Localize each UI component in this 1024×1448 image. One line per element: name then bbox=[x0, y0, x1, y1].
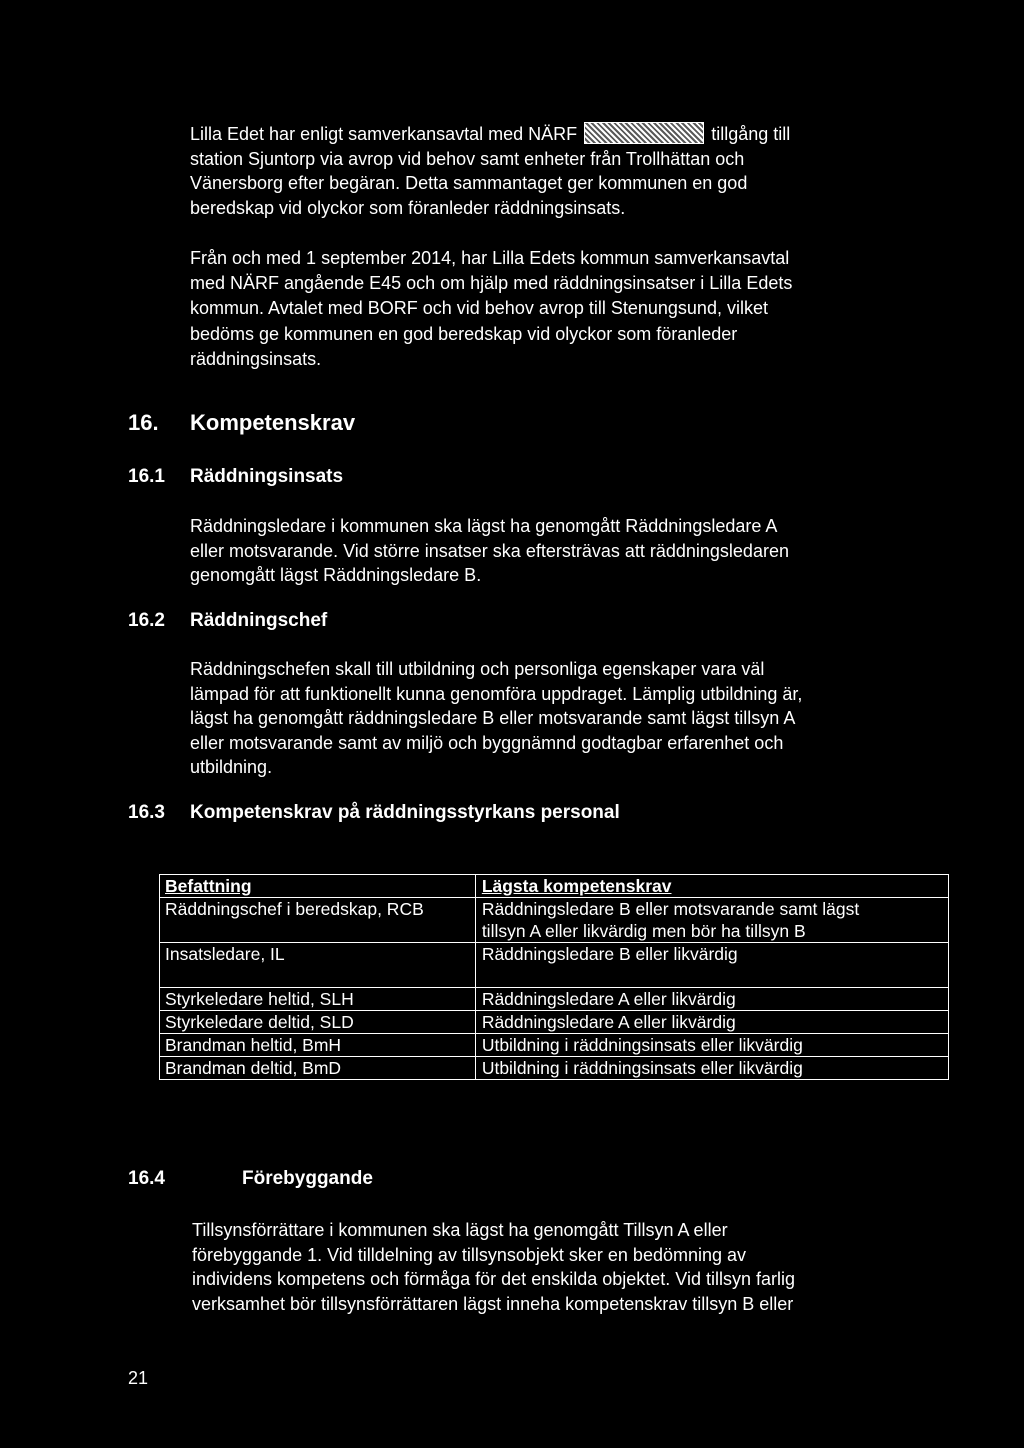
paragraph-line: förebyggande 1. Vid tilldelning av tillsynsobjekt sker en bedömning av bbox=[192, 1244, 747, 1265]
section-number: 16.4 bbox=[128, 1168, 165, 1189]
table-cell-requirement: Räddningsledare A eller likvärdig bbox=[475, 1011, 948, 1034]
table-row bbox=[160, 1034, 949, 1057]
table-row bbox=[160, 1011, 949, 1034]
paragraph-text: tillgång till bbox=[711, 124, 791, 144]
table-header-cell: Lägsta kompetenskrav bbox=[475, 875, 948, 898]
paragraph-line: räddningsinsats. bbox=[190, 348, 322, 369]
table-cell-role: Insatsledare, IL bbox=[160, 943, 476, 988]
paragraph-line: Räddningschefen skall till utbildning och personliga egenskaper vara väl bbox=[190, 659, 765, 679]
paragraph-line: Räddningsledare i kommunen ska lägst ha genomgått Räddningsledare A bbox=[190, 516, 778, 536]
section-16-1-body bbox=[190, 514, 789, 588]
table-cell-requirement: Utbildning i räddningsinsats eller likvärdig bbox=[475, 1034, 948, 1057]
redaction-box bbox=[584, 122, 704, 144]
cell-line: Räddningsledare B eller motsvarande samt lägst bbox=[481, 899, 860, 919]
table-header-row bbox=[160, 875, 949, 898]
table-row bbox=[160, 898, 949, 943]
table-cell-requirement: Utbildning i räddningsinsats eller likvärdig bbox=[475, 1057, 948, 1080]
table-row bbox=[160, 1057, 949, 1080]
table-cell-role: Styrkeledare heltid, SLH bbox=[160, 988, 476, 1011]
table-cell-role: Räddningschef i beredskap, RCB bbox=[160, 898, 476, 943]
table-row bbox=[160, 988, 949, 1011]
paragraph-line: med NÄRF angående E45 och om hjälp med räddningsinsatser i Lilla Edets bbox=[190, 273, 793, 294]
section-title: Kompetenskrav bbox=[190, 410, 356, 435]
section-title: Räddningschef bbox=[190, 610, 328, 631]
competence-table bbox=[159, 874, 949, 1080]
table-cell-requirement: Räddningsledare A eller likvärdig bbox=[475, 988, 948, 1011]
paragraph-line: Från och med 1 september 2014, har Lilla Edets kommun samverkansavtal bbox=[190, 248, 790, 268]
paragraph-line: utbildning. bbox=[190, 757, 273, 778]
paragraph-line: Tillsynsförrättare i kommunen ska lägst ha genomgått Tillsyn A eller bbox=[192, 1220, 728, 1240]
section-16-2-heading bbox=[128, 610, 327, 632]
section-16-1-heading bbox=[128, 466, 343, 488]
section-number: 16.3 bbox=[128, 802, 165, 823]
paragraph-line: kommun. Avtalet med BORF och vid behov avrop till Stenungsund, vilket bbox=[190, 298, 768, 319]
section-number: 16. bbox=[128, 410, 159, 435]
paragraph-text: Lilla Edet har enligt samverkansavtal med NÄRF bbox=[190, 124, 578, 144]
table-cell-requirement: Räddningsledare B eller likvärdig bbox=[475, 943, 948, 988]
page-number: 21 bbox=[128, 1368, 149, 1388]
section-16-3-heading bbox=[128, 802, 620, 824]
paragraph-line: eller motsvarande samt av miljö och byggnämnd godtagbar erfarenhet och bbox=[190, 732, 784, 753]
paragraph-line: verksamhet bör tillsynsförrättaren lägst inneha kompetenskrav tillsyn B eller bbox=[192, 1293, 794, 1314]
paragraph-line: lämpad för att funktionellt kunna genomföra uppdraget. Lämplig utbildning är, bbox=[190, 683, 803, 704]
paragraph-line bbox=[190, 122, 790, 147]
section-16-heading bbox=[128, 410, 355, 436]
section-16-4-heading bbox=[128, 1168, 373, 1190]
section-number: 16.1 bbox=[128, 466, 165, 487]
paragraph-line: beredskap vid olyckor som föranleder räddningsinsats. bbox=[190, 197, 626, 218]
section-title: Räddningsinsats bbox=[190, 466, 344, 487]
section-16-4-body bbox=[192, 1218, 795, 1316]
paragraph-line: genomgått lägst Räddningsledare B. bbox=[190, 565, 482, 586]
table-row bbox=[160, 943, 949, 988]
paragraph-line: eller motsvarande. Vid större insatser ska eftersträvas att räddningsledaren bbox=[190, 540, 789, 561]
section-title: Kompetenskrav på räddningsstyrkans personal bbox=[190, 802, 620, 823]
intro-paragraph-1 bbox=[190, 122, 790, 220]
table-header-cell: Befattning bbox=[160, 875, 476, 898]
paragraph-line: bedöms ge kommunen en god beredskap vid olyckor som föranleder bbox=[190, 323, 738, 344]
section-title: Förebyggande bbox=[242, 1168, 373, 1189]
section-16-2-body bbox=[190, 657, 802, 780]
paragraph-line: individens kompetens och förmåga för det enskilda objektet. Vid tillsyn farlig bbox=[192, 1269, 795, 1290]
table-cell-requirement bbox=[475, 898, 948, 943]
paragraph-line: Vänersborg efter begäran. Detta sammantaget ger kommunen en god bbox=[190, 173, 748, 194]
cell-line: tillsyn A eller likvärdig men bör ha tillsyn B bbox=[481, 921, 806, 941]
section-number: 16.2 bbox=[128, 610, 165, 631]
table-cell-role: Styrkeledare deltid, SLD bbox=[160, 1011, 476, 1034]
table-cell-role: Brandman deltid, BmD bbox=[160, 1057, 476, 1080]
paragraph-line: station Sjuntorp via avrop vid behov samt enheter från Trollhättan och bbox=[190, 148, 745, 169]
intro-paragraph-2 bbox=[190, 246, 792, 372]
paragraph-line: lägst ha genomgått räddningsledare B eller motsvarande samt lägst tillsyn A bbox=[190, 708, 796, 729]
table-cell-role: Brandman heltid, BmH bbox=[160, 1034, 476, 1057]
